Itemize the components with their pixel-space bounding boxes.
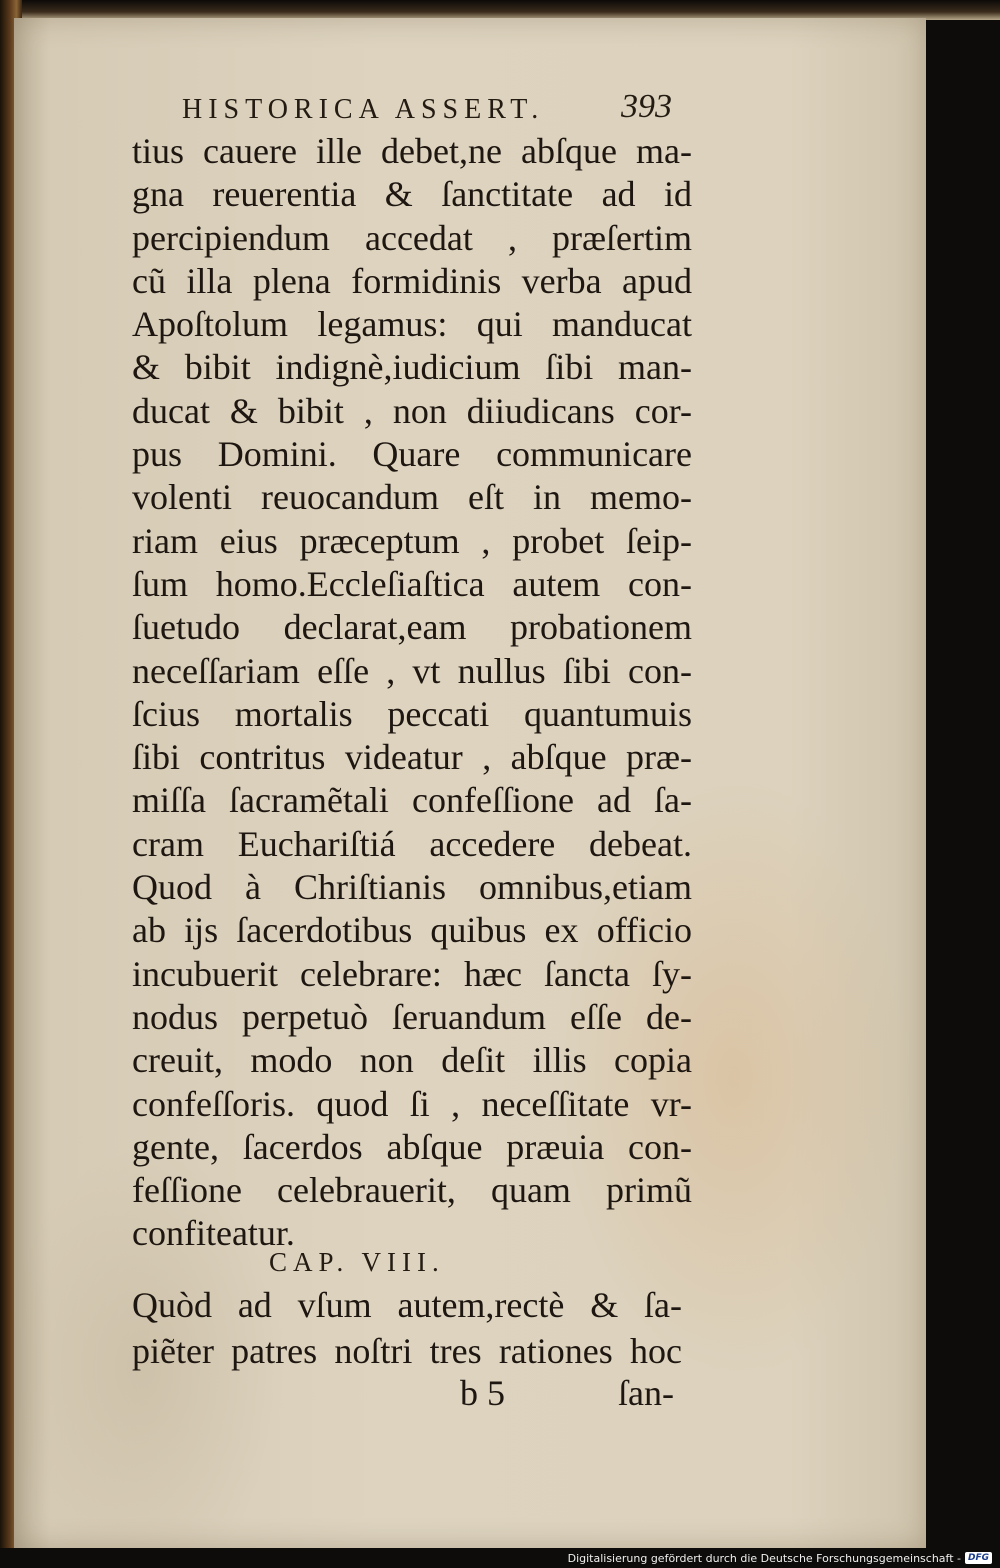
text-line: tius cauere ille debet,ne abſque ma- xyxy=(132,131,692,171)
text-line: Apoſtolum legamus: qui manducat xyxy=(132,304,692,345)
page-number: 393 xyxy=(621,88,672,125)
text-line: cũ illa plena formidinis verba apud xyxy=(132,260,692,301)
text-line: pus Domini. Quare communicare xyxy=(132,434,692,475)
digitization-credit xyxy=(568,1550,992,1566)
body-text xyxy=(132,130,692,1256)
text-line: cram Euchariſtiá accedere debeat. xyxy=(132,823,692,864)
chapter-heading: CAP. VIII. xyxy=(269,1247,445,1277)
text-line: ducat & bibit , non diiudicans cor- xyxy=(132,390,692,431)
chapter-text xyxy=(132,1282,682,1374)
running-header xyxy=(182,88,682,128)
text-line: & bibit indignè,iudicium ſibi man- xyxy=(132,347,692,388)
text-line: gente, ſacerdos abſque præuia con- xyxy=(132,1126,692,1167)
text-line: Quòd ad vſum autem,rectè & ſa- xyxy=(132,1285,682,1325)
book-page xyxy=(14,18,926,1548)
text-line: miſſa ſacramẽtali confeſſione ad ſa- xyxy=(132,780,692,821)
catchword: ſan- xyxy=(618,1373,674,1413)
text-line: confeſſoris. quod ſi , neceſſitate vr- xyxy=(132,1083,692,1124)
text-line: ſibi contritus videatur , abſque præ- xyxy=(132,737,692,778)
text-line: nodus perpetuò ſeruandum eſſe de- xyxy=(132,996,692,1037)
text-line: ſuetudo declarat,eam probationem xyxy=(132,607,692,648)
text-line: incubuerit celebrare: hæc ſancta ſy- xyxy=(132,953,692,994)
text-line: percipiendum accedat , præſertim xyxy=(132,217,692,258)
credit-text: Digitalisierung gefördert durch die Deutsche Forschungsgemeinschaft - xyxy=(567,1551,961,1565)
text-line: riam eius præceptum , probet ſeip- xyxy=(132,520,692,561)
text-line: feſſione celebrauerit, quam primũ xyxy=(132,1170,692,1211)
text-line: ſum homo.Eccleſiaſtica autem con- xyxy=(132,563,692,604)
book-top-edge xyxy=(0,0,1000,20)
signature-mark: b 5 xyxy=(460,1373,505,1413)
text-line: piẽter patres noſtri tres rationes hoc xyxy=(132,1331,682,1371)
text-line: creuit, modo non deſit illis copia xyxy=(132,1040,692,1081)
text-line: ſcius mortalis peccati quantumuis xyxy=(132,693,692,734)
text-line: neceſſariam eſſe , vt nullus ſibi con- xyxy=(132,650,692,691)
text-line: Quod à Chriſtianis omnibus,etiam xyxy=(132,867,692,908)
text-line: confiteatur. xyxy=(132,1213,295,1254)
dfg-logo: DFG xyxy=(965,1552,992,1564)
text-line: gna reuerentia & ſanctitate ad id xyxy=(132,174,692,215)
text-line: ab ijs ſacerdotibus quibus ex officio xyxy=(132,910,692,951)
running-title: HISTORICA ASSERT. xyxy=(182,94,545,125)
text-line: volenti reuocandum eſt in memo- xyxy=(132,477,692,518)
